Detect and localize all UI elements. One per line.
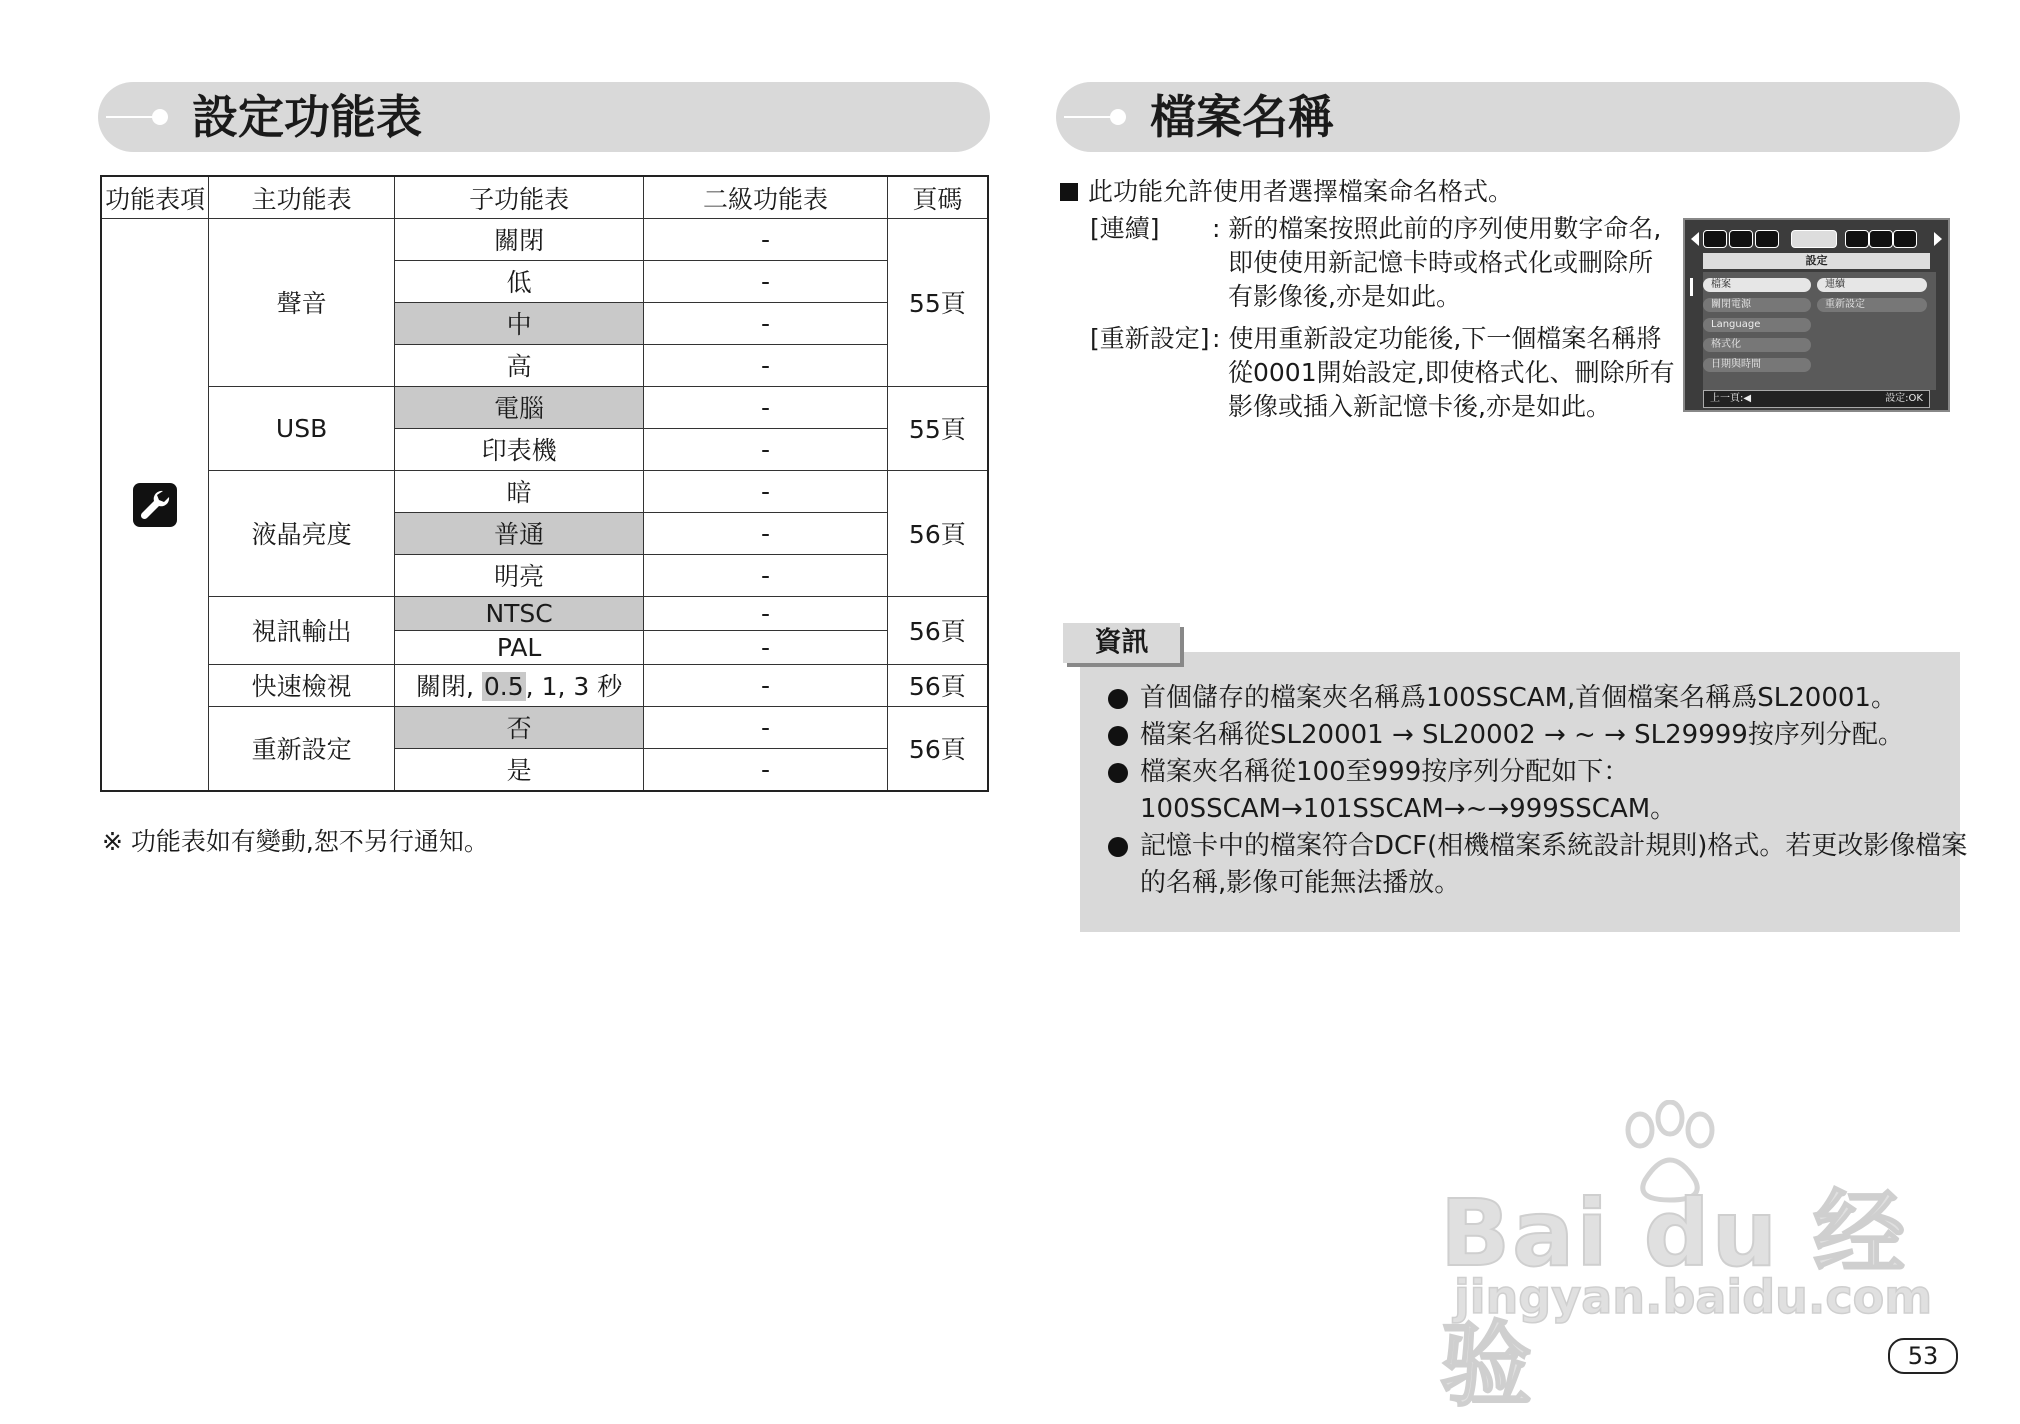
setup-tab-icon [1791, 230, 1837, 248]
info-bullet [1108, 680, 1967, 717]
page-cell: 56頁 [887, 664, 988, 706]
lcd-header: 設定 [1703, 253, 1930, 269]
lcd-tab-strip [1703, 230, 1930, 250]
bullet-dot-icon [1108, 837, 1128, 857]
lcd-menu-item: 檔案 [1703, 278, 1811, 292]
option-text-selected: 0.5 [483, 672, 524, 702]
sub-menu-cell [394, 664, 643, 706]
second-menu-cell: - [644, 344, 887, 386]
lcd-option-item: 連續 [1817, 278, 1927, 292]
lcd-option-item: 重新設定 [1817, 298, 1927, 312]
lcd-footer-ok: 設定:OK [1885, 393, 1923, 404]
term-label: [連續] [1090, 214, 1160, 243]
mode-tab-icon [1845, 230, 1869, 248]
column-header: 二級功能表 [644, 176, 887, 219]
second-menu-cell: - [644, 706, 887, 748]
info-line: 首個儲存的檔案夾名稱爲100SSCAM,首個檔案名稱爲SL20001。 [1140, 683, 1897, 713]
option-text: 關閉, [416, 672, 482, 702]
lcd-footer-back: 上一頁:◀ [1710, 393, 1752, 404]
table-row [101, 470, 988, 512]
page-cell: 56頁 [887, 706, 988, 791]
term-line: : 使用重新設定功能後,下一個檔案名稱將 [1212, 324, 1662, 353]
right-page-title: 檔案名稱 [1150, 90, 1334, 144]
lcd-menu-item: 格式化 [1703, 338, 1811, 352]
sub-menu-cell: 暗 [394, 470, 643, 512]
term-line: 從0001開始設定,即使格式化、刪除所有 [1228, 358, 1675, 387]
intro-label: 此功能允許使用者選擇檔案命名格式。 [1088, 177, 1514, 206]
page-cell: 55頁 [887, 386, 988, 470]
page-cell: 56頁 [887, 596, 988, 664]
wrench-icon [133, 483, 177, 527]
sub-menu-cell-selected: 普通 [394, 512, 643, 554]
second-menu-cell: - [644, 664, 887, 706]
info-line: 檔案夾名稱從100至999按序列分配如下： [1140, 757, 1630, 787]
sub-menu-cell-selected: NTSC [394, 596, 643, 630]
right-arrow-icon [1934, 232, 1942, 246]
term-line: 影像或插入新記憶卡後,亦是如此。 [1228, 392, 1611, 421]
mode-tab-icon [1893, 230, 1917, 248]
sub-menu-cell: 明亮 [394, 554, 643, 596]
option-text: , 1, 3 秒 [525, 672, 623, 702]
table-row [101, 219, 988, 261]
term-line: 有影像後,亦是如此。 [1228, 282, 1461, 311]
page-number: 53 [1888, 1338, 1958, 1374]
info-line: 記憶卡中的檔案符合DCF(相機檔案系統設計規則)格式。若更改影像檔案 [1140, 831, 1968, 861]
second-menu-cell: - [644, 302, 887, 344]
info-line: 100SSCAM→101SSCAM→~→999SSCAM。 [1140, 794, 1677, 824]
main-menu-cell: 視訊輸出 [209, 596, 395, 664]
lcd-menu-item: 日期與時間 [1703, 358, 1811, 372]
column-header: 頁碼 [887, 176, 988, 219]
sub-menu-cell: 低 [394, 260, 643, 302]
main-menu-cell: 重新設定 [209, 706, 395, 791]
sub-menu-cell-selected: 否 [394, 706, 643, 748]
info-line: 檔案名稱從SL20001 → SL20002 → ~ → SL29999按序列分配。 [1140, 720, 1904, 750]
page-cell: 55頁 [887, 219, 988, 387]
column-header: 功能表項 [101, 176, 209, 219]
term-line: 即使使用新記憶卡時或格式化或刪除所 [1228, 248, 1654, 277]
sub-menu-cell: 是 [394, 748, 643, 791]
lcd-footer [1703, 390, 1930, 408]
left-page-title: 設定功能表 [192, 90, 422, 144]
settings-menu-table [100, 175, 989, 792]
main-menu-cell: 液晶亮度 [209, 470, 395, 596]
second-menu-cell: - [644, 596, 887, 630]
term-description [1212, 212, 1661, 314]
lcd-menu-item: 關閉電源 [1703, 298, 1811, 312]
mode-tab-icon [1729, 230, 1753, 248]
table-header-row [101, 176, 988, 219]
info-tab-label: 資訊 [1063, 623, 1180, 663]
right-title-bar [1056, 82, 1960, 152]
watermark-brand: Bai du 经验 [1440, 1180, 1908, 1419]
second-menu-cell: - [644, 428, 887, 470]
column-header: 主功能表 [209, 176, 395, 219]
second-menu-cell: - [644, 260, 887, 302]
info-bullet [1108, 828, 1967, 902]
intro-text [1060, 175, 1513, 209]
table-row [101, 706, 988, 748]
second-menu-cell: - [644, 748, 887, 791]
main-menu-cell: USB [209, 386, 395, 470]
sub-menu-cell: PAL [394, 630, 643, 664]
square-bullet-icon [1060, 183, 1078, 201]
camera-lcd-screenshot [1683, 218, 1950, 412]
left-title-bar [98, 82, 990, 152]
second-menu-cell: - [644, 630, 887, 664]
sub-menu-cell: 關閉 [394, 219, 643, 261]
table-row [101, 596, 988, 630]
second-menu-cell: - [644, 554, 887, 596]
table-row [101, 664, 988, 706]
info-line: 的名稱,影像可能無法播放。 [1140, 868, 1461, 898]
second-menu-cell: - [644, 219, 887, 261]
sub-menu-cell-selected: 中 [394, 302, 643, 344]
second-menu-cell: - [644, 512, 887, 554]
mode-tab-icon [1755, 230, 1779, 248]
info-bullet [1108, 754, 1967, 828]
main-menu-cell: 快速檢視 [209, 664, 395, 706]
column-header: 子功能表 [394, 176, 643, 219]
sub-menu-cell: 印表機 [394, 428, 643, 470]
term-description [1212, 322, 1675, 424]
table-row [101, 386, 988, 428]
info-bullet [1108, 717, 1967, 754]
info-list [1108, 680, 1967, 902]
mode-tab-icon [1869, 230, 1893, 248]
footnote: ※ 功能表如有變動,恕不另行通知。 [102, 827, 489, 856]
term-line: : 新的檔案按照此前的序列使用數字命名, [1212, 214, 1662, 243]
lcd-menu-item: Language [1703, 318, 1811, 332]
bullet-dot-icon [1108, 689, 1128, 709]
watermark-url: jingyan.baidu.com [1454, 1270, 1933, 1324]
lcd-cursor [1690, 278, 1693, 296]
second-menu-cell: - [644, 470, 887, 512]
sub-menu-cell-selected: 電腦 [394, 386, 643, 428]
sub-menu-cell: 高 [394, 344, 643, 386]
second-menu-cell: - [644, 386, 887, 428]
mode-tab-icon [1703, 230, 1727, 248]
term-label: [重新設定] [1090, 324, 1210, 353]
lcd-menu-body [1703, 272, 1936, 390]
main-menu-cell: 聲音 [209, 219, 395, 387]
title-dot-decoration [152, 109, 168, 125]
menu-item-icon-cell [101, 219, 209, 792]
bullet-dot-icon [1108, 726, 1128, 746]
bullet-dot-icon [1108, 763, 1128, 783]
page-cell: 56頁 [887, 470, 988, 596]
title-dot-decoration [1110, 109, 1126, 125]
left-arrow-icon [1691, 232, 1699, 246]
